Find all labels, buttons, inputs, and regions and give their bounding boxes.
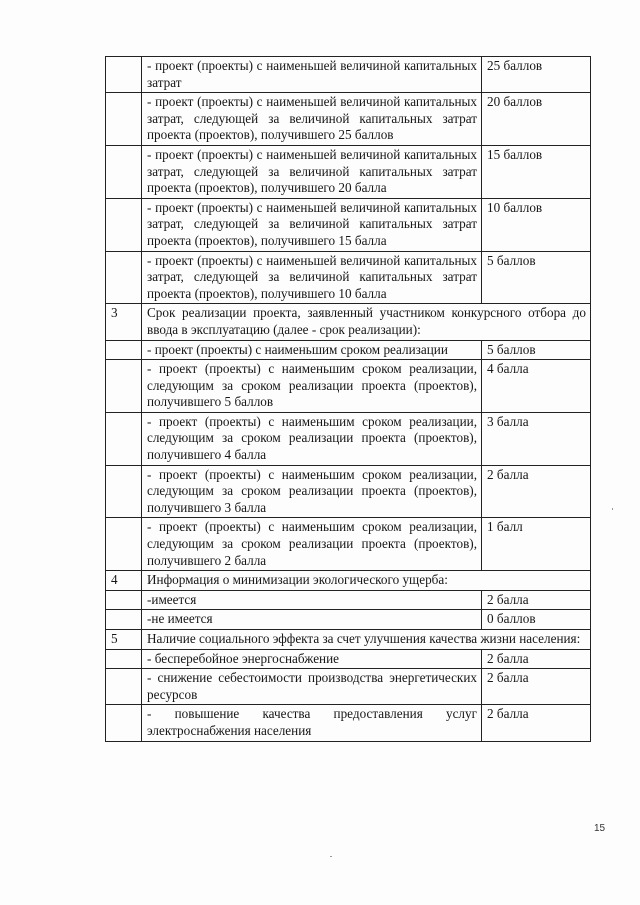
row-number <box>106 465 142 518</box>
criterion-text: -имеется <box>142 590 482 610</box>
row-number <box>106 518 142 571</box>
row-number <box>106 669 142 705</box>
row-number: 3 <box>106 304 142 340</box>
criterion-text: -не имеется <box>142 610 482 630</box>
scan-speck <box>330 856 332 857</box>
criterion-text: - проект (проекты) с наименьшей величиной капитальных затрат, следующей за величиной капитальных затрат проекта (проектов), получившего 25 баллов <box>142 93 482 146</box>
criterion-row <box>106 705 591 741</box>
score-cell: 2 балла <box>482 705 591 741</box>
row-number <box>106 57 142 93</box>
score-cell: 2 балла <box>482 669 591 705</box>
criterion-text: - проект (проекты) с наименьшим сроком реализации, следующим за сроком реализации проекта (проектов), получившего 4 балла <box>142 412 482 465</box>
criterion-text: - проект (проекты) с наименьшим сроком реализации, следующим за сроком реализации проекта (проектов), получившего 5 баллов <box>142 360 482 413</box>
row-number <box>106 145 142 198</box>
criterion-row <box>106 590 591 610</box>
criterion-text: - бесперебойное энергоснабжение <box>142 649 482 669</box>
row-number <box>106 93 142 146</box>
score-cell: 20 баллов <box>482 93 591 146</box>
score-cell: 1 балл <box>482 518 591 571</box>
row-number <box>106 412 142 465</box>
criterion-text: - проект (проекты) с наименьшей величиной капитальных затрат <box>142 57 482 93</box>
score-cell: 2 балла <box>482 590 591 610</box>
score-cell: 2 балла <box>482 649 591 669</box>
criterion-text: - проект (проекты) с наименьшим сроком реализации <box>142 340 482 360</box>
criterion-text: - проект (проекты) с наименьшим сроком реализации, следующим за сроком реализации проекта (проектов), получившего 3 балла <box>142 465 482 518</box>
criterion-row <box>106 57 591 93</box>
score-cell: 2 балла <box>482 465 591 518</box>
criterion-row <box>106 360 591 413</box>
score-cell: 5 баллов <box>482 251 591 304</box>
row-number <box>106 198 142 251</box>
criterion-text: - проект (проекты) с наименьшей величиной капитальных затрат, следующей за величиной капитальных затрат проекта (проектов), получившего 20 балла <box>142 145 482 198</box>
section-header-row <box>106 571 591 591</box>
criterion-text: - повышение качества предоставления услуг электроснабжения населения <box>142 705 482 741</box>
criterion-row <box>106 340 591 360</box>
page-number: 15 <box>594 823 606 834</box>
criterion-row <box>106 610 591 630</box>
section-header-text: Срок реализации проекта, заявленный участником конкурсного отбора до ввода в эксплуатацию (далее - срок реализации): <box>142 304 591 340</box>
criterion-row <box>106 412 591 465</box>
row-number <box>106 610 142 630</box>
criterion-row <box>106 649 591 669</box>
criterion-text: - проект (проекты) с наименьшей величиной капитальных затрат, следующей за величиной капитальных затрат проекта (проектов), получившего 10 балла <box>142 251 482 304</box>
criteria-table <box>105 56 591 742</box>
criterion-text: - снижение себестоимости производства энергетических ресурсов <box>142 669 482 705</box>
criterion-row <box>106 518 591 571</box>
criteria-table-body <box>106 57 591 742</box>
section-header-row <box>106 630 591 650</box>
criterion-text: - проект (проекты) с наименьшим сроком реализации, следующим за сроком реализации проекта (проектов), получившего 2 балла <box>142 518 482 571</box>
scan-speck <box>612 508 613 510</box>
score-cell: 4 балла <box>482 360 591 413</box>
criterion-row <box>106 251 591 304</box>
criterion-row <box>106 198 591 251</box>
criterion-row <box>106 93 591 146</box>
row-number <box>106 360 142 413</box>
score-cell: 3 балла <box>482 412 591 465</box>
section-header-row <box>106 304 591 340</box>
criterion-row <box>106 145 591 198</box>
row-number: 4 <box>106 571 142 591</box>
score-cell: 0 баллов <box>482 610 591 630</box>
row-number <box>106 340 142 360</box>
criterion-text: - проект (проекты) с наименьшей величиной капитальных затрат, следующей за величиной капитальных затрат проекта (проектов), получившего 15 балла <box>142 198 482 251</box>
score-cell: 15 баллов <box>482 145 591 198</box>
criterion-row <box>106 669 591 705</box>
row-number <box>106 251 142 304</box>
row-number <box>106 705 142 741</box>
criterion-row <box>106 465 591 518</box>
row-number <box>106 649 142 669</box>
row-number: 5 <box>106 630 142 650</box>
section-header-text: Информация о минимизации экологического ущерба: <box>142 571 591 591</box>
score-cell: 5 баллов <box>482 340 591 360</box>
score-cell: 25 баллов <box>482 57 591 93</box>
row-number <box>106 590 142 610</box>
score-cell: 10 баллов <box>482 198 591 251</box>
section-header-text: Наличие социального эффекта за счет улучшения качества жизни населения: <box>142 630 591 650</box>
